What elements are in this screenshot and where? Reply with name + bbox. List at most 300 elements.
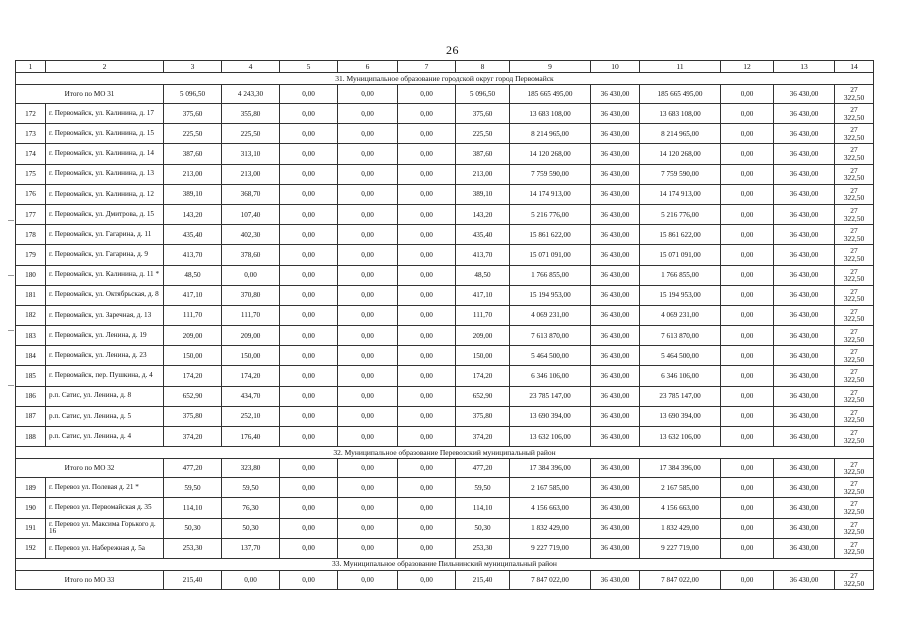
value-cell: 9 227 719,00 <box>510 538 591 558</box>
total-cell: 27 322,50 <box>835 459 874 478</box>
address-cell: р.п. Сатис, ул. Ленина, д. 8 <box>46 386 164 406</box>
total-cell: 0,00 <box>280 85 338 104</box>
value-cell: 15 071 091,00 <box>510 245 591 265</box>
value-cell: 150,00 <box>222 346 280 366</box>
value-cell: 0,00 <box>721 427 774 447</box>
value-cell: 213,00 <box>456 164 510 184</box>
value-cell: 0,00 <box>398 225 456 245</box>
value-cell: 0,00 <box>338 124 398 144</box>
table-row <box>16 164 874 184</box>
value-cell: 0,00 <box>280 245 338 265</box>
value-cell: 36 430,00 <box>591 245 640 265</box>
value-cell: 36 430,00 <box>591 104 640 124</box>
row-number: 178 <box>16 225 46 245</box>
value-cell: 0,00 <box>338 204 398 224</box>
value-cell: 36 430,00 <box>774 204 835 224</box>
address-cell: г. Перевоз ул. Полевая д. 21 * <box>46 478 164 498</box>
value-cell: 0,00 <box>222 265 280 285</box>
value-cell: 59,50 <box>164 478 222 498</box>
column-number-header: 6 <box>338 61 398 73</box>
column-number-header: 1 <box>16 61 46 73</box>
value-cell: 14 120 268,00 <box>510 144 591 164</box>
value-cell: 0,00 <box>338 225 398 245</box>
value-cell: 27 322,50 <box>835 386 874 406</box>
value-cell: 36 430,00 <box>591 427 640 447</box>
value-cell: 0,00 <box>721 204 774 224</box>
row-number: 190 <box>16 498 46 518</box>
section-title-row <box>16 447 874 459</box>
value-cell: 209,00 <box>456 326 510 346</box>
column-number-header: 14 <box>835 61 874 73</box>
total-label: Итого по МО 33 <box>16 570 164 589</box>
value-cell: 0,00 <box>280 427 338 447</box>
table-row <box>16 406 874 426</box>
section-title: 31. Муниципальное образование городской округ город Первомайск <box>16 73 874 85</box>
section-title-row <box>16 558 874 570</box>
value-cell: 114,10 <box>456 498 510 518</box>
value-cell: 413,70 <box>456 245 510 265</box>
value-cell: 0,00 <box>338 478 398 498</box>
table-row <box>16 518 874 538</box>
value-cell: 27 322,50 <box>835 144 874 164</box>
value-cell: 1 832 429,00 <box>640 518 721 538</box>
value-cell: 5 464 500,00 <box>510 346 591 366</box>
value-cell: 36 430,00 <box>774 144 835 164</box>
total-cell: 477,20 <box>164 459 222 478</box>
value-cell: 27 322,50 <box>835 265 874 285</box>
value-cell: 27 322,50 <box>835 225 874 245</box>
table-row <box>16 265 874 285</box>
value-cell: 0,00 <box>398 346 456 366</box>
row-number: 181 <box>16 285 46 305</box>
column-number-header: 12 <box>721 61 774 73</box>
value-cell: 0,00 <box>338 164 398 184</box>
value-cell: 313,10 <box>222 144 280 164</box>
value-cell: 225,50 <box>222 124 280 144</box>
value-cell: 4 069 231,00 <box>510 305 591 325</box>
total-cell: 17 384 396,00 <box>640 459 721 478</box>
value-cell: 0,00 <box>721 285 774 305</box>
value-cell: 107,40 <box>222 204 280 224</box>
value-cell: 36 430,00 <box>774 124 835 144</box>
housing-fund-table <box>15 60 874 590</box>
value-cell: 0,00 <box>280 326 338 346</box>
value-cell: 14 174 913,00 <box>510 184 591 204</box>
value-cell: 0,00 <box>280 366 338 386</box>
row-number: 191 <box>16 518 46 538</box>
value-cell: 0,00 <box>721 366 774 386</box>
value-cell: 48,50 <box>164 265 222 285</box>
table-row <box>16 346 874 366</box>
value-cell: 0,00 <box>721 498 774 518</box>
total-cell: 27 322,50 <box>835 85 874 104</box>
value-cell: 4 156 663,00 <box>640 498 721 518</box>
total-cell: 185 665 495,00 <box>510 85 591 104</box>
value-cell: 0,00 <box>398 305 456 325</box>
value-cell: 36 430,00 <box>591 406 640 426</box>
value-cell: 0,00 <box>721 305 774 325</box>
table-row <box>16 225 874 245</box>
value-cell: 0,00 <box>398 164 456 184</box>
address-cell: г. Первомайск, ул. Октябрьская, д. 8 <box>46 285 164 305</box>
value-cell: 137,70 <box>222 538 280 558</box>
value-cell: 0,00 <box>398 366 456 386</box>
value-cell: 0,00 <box>338 144 398 164</box>
value-cell: 15 194 953,00 <box>640 285 721 305</box>
value-cell: 0,00 <box>721 386 774 406</box>
value-cell: 36 430,00 <box>774 305 835 325</box>
value-cell: 0,00 <box>721 104 774 124</box>
value-cell: 13 632 106,00 <box>640 427 721 447</box>
value-cell: 36 430,00 <box>591 366 640 386</box>
value-cell: 111,70 <box>456 305 510 325</box>
value-cell: 36 430,00 <box>591 538 640 558</box>
value-cell: 48,50 <box>456 265 510 285</box>
address-cell: г. Первомайск, ул. Калинина, д. 17 <box>46 104 164 124</box>
value-cell: 143,20 <box>456 204 510 224</box>
value-cell: 27 322,50 <box>835 285 874 305</box>
value-cell: 6 346 106,00 <box>640 366 721 386</box>
value-cell: 2 167 585,00 <box>640 478 721 498</box>
column-number-header: 5 <box>280 61 338 73</box>
value-cell: 0,00 <box>338 104 398 124</box>
value-cell: 253,30 <box>164 538 222 558</box>
value-cell: 0,00 <box>398 285 456 305</box>
value-cell: 27 322,50 <box>835 498 874 518</box>
table-row <box>16 498 874 518</box>
value-cell: 374,20 <box>456 427 510 447</box>
table-row <box>16 386 874 406</box>
value-cell: 0,00 <box>721 265 774 285</box>
value-cell: 7 613 870,00 <box>510 326 591 346</box>
value-cell: 36 430,00 <box>591 184 640 204</box>
value-cell: 0,00 <box>398 498 456 518</box>
value-cell: 36 430,00 <box>591 305 640 325</box>
value-cell: 389,10 <box>164 184 222 204</box>
address-cell: г. Первомайск, ул. Дмитрова, д. 15 <box>46 204 164 224</box>
value-cell: 0,00 <box>398 326 456 346</box>
value-cell: 59,50 <box>222 478 280 498</box>
total-label: Итого по МО 31 <box>16 85 164 104</box>
value-cell: 114,10 <box>164 498 222 518</box>
value-cell: 0,00 <box>280 184 338 204</box>
value-cell: 0,00 <box>338 366 398 386</box>
address-cell: г. Первомайск, ул. Ленина, д. 19 <box>46 326 164 346</box>
value-cell: 387,60 <box>456 144 510 164</box>
value-cell: 0,00 <box>280 538 338 558</box>
value-cell: 111,70 <box>164 305 222 325</box>
value-cell: 27 322,50 <box>835 538 874 558</box>
value-cell: 36 430,00 <box>774 184 835 204</box>
total-cell: 7 847 022,00 <box>510 570 591 589</box>
value-cell: 0,00 <box>721 326 774 346</box>
value-cell: 36 430,00 <box>774 518 835 538</box>
value-cell: 375,60 <box>456 104 510 124</box>
value-cell: 209,00 <box>222 326 280 346</box>
value-cell: 375,80 <box>164 406 222 426</box>
value-cell: 36 430,00 <box>591 204 640 224</box>
value-cell: 27 322,50 <box>835 406 874 426</box>
value-cell: 0,00 <box>280 285 338 305</box>
value-cell: 435,40 <box>164 225 222 245</box>
total-cell: 323,80 <box>222 459 280 478</box>
address-cell: р.п. Сатис, ул. Ленина, д. 4 <box>46 427 164 447</box>
value-cell: 0,00 <box>338 326 398 346</box>
value-cell: 417,10 <box>456 285 510 305</box>
value-cell: 4 156 663,00 <box>510 498 591 518</box>
value-cell: 225,50 <box>456 124 510 144</box>
value-cell: 36 430,00 <box>774 245 835 265</box>
address-cell: г. Первомайск, ул. Калинина, д. 13 <box>46 164 164 184</box>
total-cell: 4 243,30 <box>222 85 280 104</box>
row-number: 185 <box>16 366 46 386</box>
row-number: 188 <box>16 427 46 447</box>
table-row <box>16 245 874 265</box>
value-cell: 27 322,50 <box>835 427 874 447</box>
total-cell: 0,00 <box>398 459 456 478</box>
value-cell: 0,00 <box>398 204 456 224</box>
value-cell: 36 430,00 <box>774 326 835 346</box>
value-cell: 0,00 <box>721 518 774 538</box>
value-cell: 23 785 147,00 <box>640 386 721 406</box>
value-cell: 652,90 <box>456 386 510 406</box>
value-cell: 0,00 <box>721 144 774 164</box>
value-cell: 4 069 231,00 <box>640 305 721 325</box>
row-number: 192 <box>16 538 46 558</box>
address-cell: г. Перевоз ул. Максима Горького д. 16 <box>46 518 164 538</box>
value-cell: 252,10 <box>222 406 280 426</box>
value-cell: 0,00 <box>338 386 398 406</box>
total-cell: 0,00 <box>721 85 774 104</box>
value-cell: 0,00 <box>721 164 774 184</box>
value-cell: 0,00 <box>280 104 338 124</box>
value-cell: 0,00 <box>280 478 338 498</box>
value-cell: 13 683 108,00 <box>510 104 591 124</box>
value-cell: 0,00 <box>398 478 456 498</box>
value-cell: 50,30 <box>456 518 510 538</box>
value-cell: 59,50 <box>456 478 510 498</box>
value-cell: 27 322,50 <box>835 366 874 386</box>
address-cell: г. Первомайск, ул. Калинина, д. 11 * <box>46 265 164 285</box>
address-cell: г. Перевоз ул. Первомайская д. 35 <box>46 498 164 518</box>
value-cell: 14 174 913,00 <box>640 184 721 204</box>
value-cell: 36 430,00 <box>774 265 835 285</box>
value-cell: 36 430,00 <box>774 478 835 498</box>
value-cell: 36 430,00 <box>774 538 835 558</box>
section-title: 33. Муниципальное образование Пильнинский муниципальный район <box>16 558 874 570</box>
value-cell: 0,00 <box>398 184 456 204</box>
value-cell: 0,00 <box>338 498 398 518</box>
total-cell: 0,00 <box>280 570 338 589</box>
value-cell: 174,20 <box>222 366 280 386</box>
value-cell: 36 430,00 <box>774 225 835 245</box>
value-cell: 13 690 394,00 <box>510 406 591 426</box>
value-cell: 0,00 <box>280 204 338 224</box>
table-row <box>16 204 874 224</box>
row-number: 189 <box>16 478 46 498</box>
value-cell: 111,70 <box>222 305 280 325</box>
margin-mark <box>8 385 14 386</box>
value-cell: 0,00 <box>721 124 774 144</box>
value-cell: 36 430,00 <box>591 144 640 164</box>
total-cell: 36 430,00 <box>774 459 835 478</box>
value-cell: 27 322,50 <box>835 245 874 265</box>
value-cell: 652,90 <box>164 386 222 406</box>
total-cell: 0,00 <box>721 459 774 478</box>
value-cell: 36 430,00 <box>591 498 640 518</box>
value-cell: 36 430,00 <box>591 124 640 144</box>
column-number-header: 4 <box>222 61 280 73</box>
table-row <box>16 184 874 204</box>
value-cell: 36 430,00 <box>774 366 835 386</box>
value-cell: 27 322,50 <box>835 326 874 346</box>
table-row <box>16 104 874 124</box>
value-cell: 413,70 <box>164 245 222 265</box>
value-cell: 213,00 <box>164 164 222 184</box>
table-row <box>16 285 874 305</box>
value-cell: 253,30 <box>456 538 510 558</box>
table-row <box>16 305 874 325</box>
value-cell: 0,00 <box>398 265 456 285</box>
value-cell: 0,00 <box>280 406 338 426</box>
value-cell: 36 430,00 <box>774 164 835 184</box>
value-cell: 374,20 <box>164 427 222 447</box>
row-number: 179 <box>16 245 46 265</box>
column-number-header: 9 <box>510 61 591 73</box>
value-cell: 0,00 <box>280 305 338 325</box>
total-cell: 477,20 <box>456 459 510 478</box>
value-cell: 1 766 855,00 <box>510 265 591 285</box>
value-cell: 0,00 <box>338 406 398 426</box>
value-cell: 0,00 <box>721 225 774 245</box>
table-row <box>16 478 874 498</box>
column-number-header: 3 <box>164 61 222 73</box>
total-cell: 0,00 <box>338 85 398 104</box>
row-number: 184 <box>16 346 46 366</box>
row-number: 176 <box>16 184 46 204</box>
value-cell: 0,00 <box>398 144 456 164</box>
value-cell: 0,00 <box>338 265 398 285</box>
margin-mark <box>8 220 14 221</box>
value-cell: 0,00 <box>280 164 338 184</box>
row-number: 174 <box>16 144 46 164</box>
value-cell: 5 216 776,00 <box>640 204 721 224</box>
value-cell: 0,00 <box>280 386 338 406</box>
value-cell: 1 766 855,00 <box>640 265 721 285</box>
total-cell: 36 430,00 <box>774 570 835 589</box>
column-number-header: 2 <box>46 61 164 73</box>
value-cell: 0,00 <box>280 144 338 164</box>
value-cell: 27 322,50 <box>835 124 874 144</box>
value-cell: 150,00 <box>456 346 510 366</box>
value-cell: 50,30 <box>222 518 280 538</box>
value-cell: 36 430,00 <box>774 346 835 366</box>
value-cell: 143,20 <box>164 204 222 224</box>
value-cell: 0,00 <box>721 346 774 366</box>
address-cell: г. Первомайск, ул. Ленина, д. 23 <box>46 346 164 366</box>
value-cell: 27 322,50 <box>835 204 874 224</box>
total-cell: 36 430,00 <box>591 85 640 104</box>
value-cell: 176,40 <box>222 427 280 447</box>
address-cell: г. Первомайск, ул. Гагарина, д. 11 <box>46 225 164 245</box>
value-cell: 36 430,00 <box>591 478 640 498</box>
column-numbers-row <box>16 61 874 73</box>
value-cell: 36 430,00 <box>774 104 835 124</box>
table-row <box>16 124 874 144</box>
value-cell: 36 430,00 <box>591 265 640 285</box>
value-cell: 0,00 <box>280 265 338 285</box>
total-cell: 215,40 <box>164 570 222 589</box>
value-cell: 0,00 <box>721 478 774 498</box>
value-cell: 15 861 622,00 <box>640 225 721 245</box>
value-cell: 435,40 <box>456 225 510 245</box>
value-cell: 13 690 394,00 <box>640 406 721 426</box>
value-cell: 5 464 500,00 <box>640 346 721 366</box>
row-number: 175 <box>16 164 46 184</box>
row-number: 180 <box>16 265 46 285</box>
value-cell: 0,00 <box>398 538 456 558</box>
value-cell: 14 120 268,00 <box>640 144 721 164</box>
value-cell: 8 214 965,00 <box>510 124 591 144</box>
value-cell: 0,00 <box>721 245 774 265</box>
value-cell: 9 227 719,00 <box>640 538 721 558</box>
value-cell: 0,00 <box>398 427 456 447</box>
total-cell: 0,00 <box>338 459 398 478</box>
value-cell: 36 430,00 <box>774 498 835 518</box>
column-number-header: 13 <box>774 61 835 73</box>
value-cell: 0,00 <box>398 104 456 124</box>
value-cell: 13 683 108,00 <box>640 104 721 124</box>
value-cell: 23 785 147,00 <box>510 386 591 406</box>
total-cell: 36 430,00 <box>591 570 640 589</box>
total-cell: 215,40 <box>456 570 510 589</box>
value-cell: 0,00 <box>338 305 398 325</box>
value-cell: 0,00 <box>338 285 398 305</box>
value-cell: 27 322,50 <box>835 478 874 498</box>
total-label: Итого по МО 32 <box>16 459 164 478</box>
value-cell: 213,00 <box>222 164 280 184</box>
table-row <box>16 366 874 386</box>
value-cell: 355,80 <box>222 104 280 124</box>
section-title: 32. Муниципальное образование Перевозский муниципальный район <box>16 447 874 459</box>
value-cell: 36 430,00 <box>591 518 640 538</box>
value-cell: 36 430,00 <box>591 326 640 346</box>
value-cell: 0,00 <box>280 124 338 144</box>
value-cell: 36 430,00 <box>774 285 835 305</box>
value-cell: 7 759 590,00 <box>510 164 591 184</box>
value-cell: 15 861 622,00 <box>510 225 591 245</box>
value-cell: 2 167 585,00 <box>510 478 591 498</box>
row-number: 173 <box>16 124 46 144</box>
value-cell: 1 832 429,00 <box>510 518 591 538</box>
value-cell: 76,30 <box>222 498 280 518</box>
total-cell: 27 322,50 <box>835 570 874 589</box>
total-cell: 0,00 <box>222 570 280 589</box>
margin-mark <box>8 275 14 276</box>
value-cell: 0,00 <box>338 184 398 204</box>
total-cell: 36 430,00 <box>591 459 640 478</box>
value-cell: 36 430,00 <box>591 386 640 406</box>
value-cell: 0,00 <box>721 184 774 204</box>
value-cell: 225,50 <box>164 124 222 144</box>
section-total-row <box>16 85 874 104</box>
total-cell: 0,00 <box>338 570 398 589</box>
total-cell: 5 096,50 <box>456 85 510 104</box>
address-cell: г. Первомайск, ул. Гагарина, д. 9 <box>46 245 164 265</box>
value-cell: 0,00 <box>280 518 338 538</box>
margin-mark <box>8 330 14 331</box>
value-cell: 36 430,00 <box>591 285 640 305</box>
